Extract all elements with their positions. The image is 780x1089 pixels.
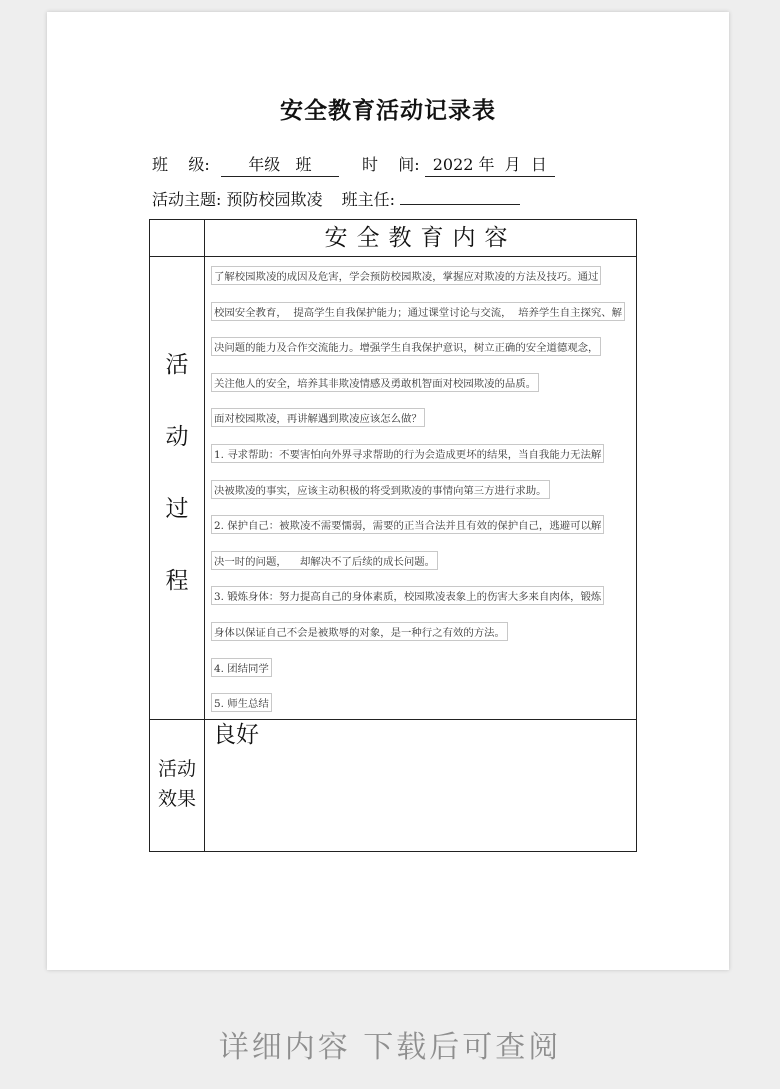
record-table: [149, 219, 637, 852]
content-line: 1. 寻求帮助：不要害怕向外界寻求帮助的行为会造成更坏的结果，当自我能力无法解: [211, 444, 631, 480]
process-content: [211, 266, 631, 729]
content-line: 决问题的能力及合作交流能力。增强学生自我保护意识，树立正确的安全道德观念，: [211, 337, 631, 373]
document-title: 安全教育活动记录表: [280, 98, 496, 124]
effect-label-line: 活动: [157, 758, 196, 780]
class-label: 班 级:: [152, 155, 210, 174]
effect-label-line: 效果: [157, 788, 196, 810]
content-line: 2. 保护自己：被欺凌不需要懦弱，需要的正当合法并且有效的保护自己，逃避可以解: [211, 515, 631, 551]
theme-row: [152, 187, 520, 210]
class-time-row: [152, 152, 555, 177]
table-header: 安全教育内容: [324, 225, 517, 251]
process-label-char: 程: [165, 568, 189, 594]
theme-value: 预防校园欺凌: [226, 190, 323, 209]
footer-note: 详细内容 下载后可查阅: [218, 1030, 562, 1065]
content-line: 决被欺凌的事实，应该主动积极的将受到欺凌的事情向第三方进行求助。: [211, 480, 631, 516]
process-label-char: 活: [165, 352, 189, 378]
effect-label: [150, 754, 204, 814]
time-label: 时 间:: [361, 155, 420, 174]
content-line: 决一时的问题， 却解决不了后续的成长问题。: [211, 551, 631, 587]
process-label: [150, 346, 204, 634]
process-label-char: 过: [165, 496, 189, 522]
table-column-divider: [204, 220, 205, 851]
teacher-value: [400, 203, 520, 205]
teacher-label: 班主任:: [341, 190, 396, 209]
theme-label: 活动主题:: [152, 190, 222, 209]
content-line: 了解校园欺凌的成因及危害，学会预防校园欺凌，掌握应对欺凌的方法及技巧。通过: [211, 266, 631, 302]
content-line: 身体以保证自己不会是被欺辱的对象，是一种行之有效的方法。: [211, 622, 631, 658]
effect-value: 良好: [213, 722, 259, 748]
content-line: 5. 师生总结: [211, 693, 631, 729]
class-value: 年级 班: [221, 152, 339, 177]
content-line: 关注他人的安全，培养其非欺凌情感及勇敢机智面对校园欺凌的品质。: [211, 373, 631, 409]
process-label-char: 动: [165, 424, 189, 450]
time-value: 2022 年 月 日: [425, 152, 555, 177]
table-row-divider: [150, 256, 636, 257]
content-line: 3. 锻炼身体：努力提高自己的身体素质，校园欺凌表象上的伤害大多来自肉体，锻炼: [211, 586, 631, 622]
content-line: 校园安全教育， 提高学生自我保护能力；通过课堂讨论与交流， 培养学生自主探究、解: [211, 302, 631, 338]
content-line: 4. 团结同学: [211, 658, 631, 694]
content-line: 面对校园欺凌，再讲解遇到欺凌应该怎么做？: [211, 408, 631, 444]
